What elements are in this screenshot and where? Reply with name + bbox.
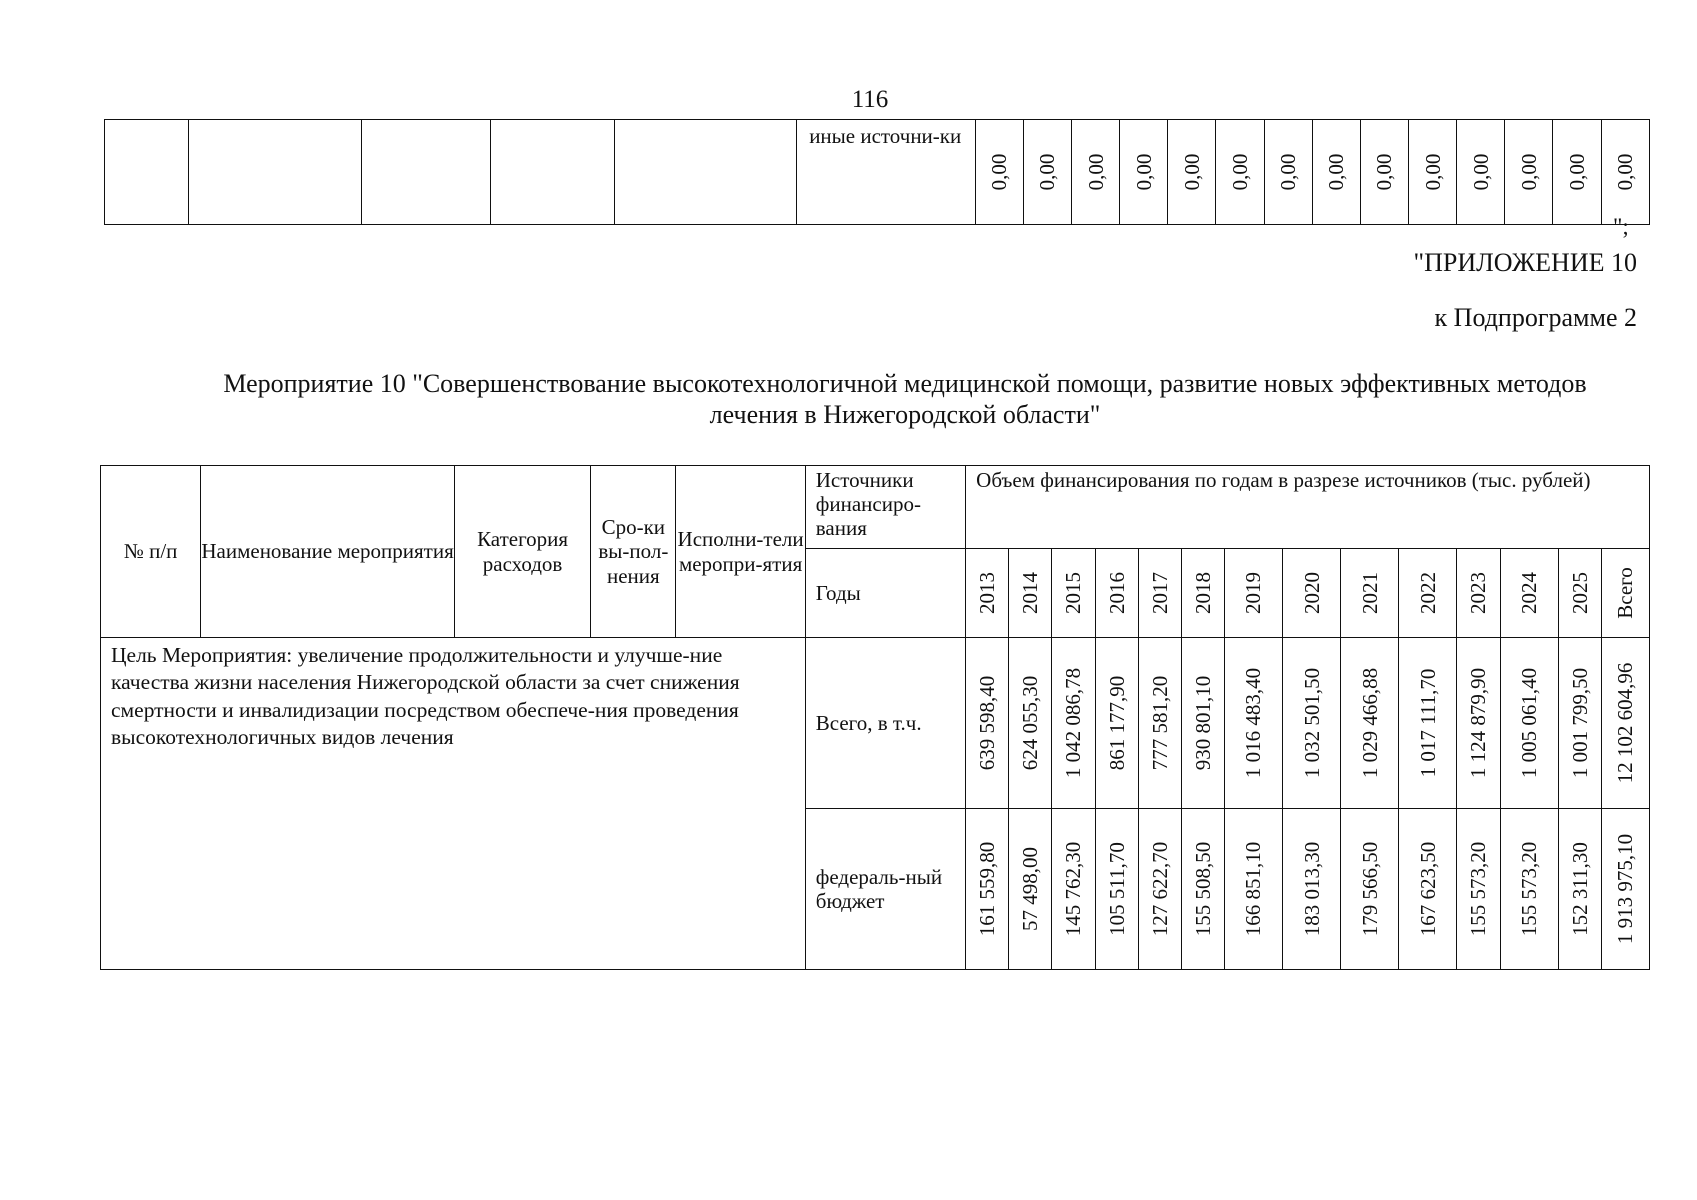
value-cell — [1500, 638, 1558, 809]
value-cell — [1224, 638, 1282, 809]
year-text: 2019 — [1241, 572, 1266, 614]
value-cell — [1138, 638, 1181, 809]
year-cell — [1399, 549, 1457, 638]
value-text: 183 013,30 — [1299, 841, 1324, 937]
value-cell — [1457, 120, 1505, 225]
year-text: 2016 — [1104, 572, 1129, 614]
value-cell — [1052, 638, 1095, 809]
value-cell — [1052, 809, 1095, 970]
value-cell — [1601, 120, 1649, 225]
value-text: 0,00 — [1131, 153, 1156, 191]
value-text: 639 598,40 — [975, 675, 1000, 771]
empty-cell — [614, 120, 797, 225]
years-label: Годы — [805, 549, 965, 638]
year-text: 2014 — [1018, 572, 1043, 614]
value-cell — [1601, 809, 1649, 970]
value-cell — [1072, 120, 1120, 225]
year-text: 2017 — [1147, 572, 1172, 614]
value-cell — [1120, 120, 1168, 225]
value-text: 1 913 975,10 — [1613, 833, 1638, 945]
year-cell — [1558, 549, 1601, 638]
header-category: Категория расходов — [454, 466, 590, 638]
year-cell — [1282, 549, 1340, 638]
year-cell — [1224, 549, 1282, 638]
value-cell — [1500, 809, 1558, 970]
value-text: 1 001 799,50 — [1567, 667, 1592, 779]
value-text: 167 623,50 — [1415, 841, 1440, 937]
value-text: 127 622,70 — [1147, 841, 1172, 937]
value-cell — [1360, 120, 1408, 225]
value-cell — [1095, 809, 1138, 970]
appendix-title: "ПРИЛОЖЕНИЕ 10 — [1413, 248, 1637, 277]
table-row — [105, 120, 1650, 225]
value-cell — [1341, 809, 1399, 970]
header-row — [101, 466, 1650, 549]
year-cell — [1181, 549, 1224, 638]
value-text: 0,00 — [1372, 153, 1397, 191]
event-title: Мероприятие 10 "Совершенствование высокотехнологичной медицинской помощи, развитие новых эффективных методов лечения в Нижегородской области" — [223, 369, 1587, 430]
value-cell — [1409, 120, 1457, 225]
year-text: 2024 — [1516, 572, 1541, 614]
value-text: 0,00 — [1324, 153, 1349, 191]
value-cell — [1505, 120, 1553, 225]
continuation-table — [104, 119, 1650, 225]
empty-cell — [105, 120, 189, 225]
value-cell — [1138, 809, 1181, 970]
value-cell — [1553, 120, 1601, 225]
funding-source-cell: иные источни-ки — [797, 120, 976, 225]
value-cell — [1181, 809, 1224, 970]
value-text: 0,00 — [1516, 153, 1541, 191]
value-cell — [966, 638, 1009, 809]
goal-text: Цель Мероприятия: увеличение продолжительности и улучше-ние качества жизни населения Нижегородской области за счет снижения смертности и инвалидизации посредством обеспече-ния проведения высокотехнологичных видов лечения — [101, 638, 806, 970]
value-cell — [1264, 120, 1312, 225]
value-text: 0,00 — [1420, 153, 1445, 191]
appendix-subtitle: к Подпрограмме 2 — [1434, 303, 1637, 332]
value-text: 930 801,10 — [1190, 675, 1215, 771]
year-cell — [1500, 549, 1558, 638]
header-sources: Источники финансиро-вания — [805, 466, 965, 549]
value-cell — [1282, 638, 1340, 809]
value-text: 155 508,50 — [1190, 841, 1215, 937]
empty-cell — [491, 120, 614, 225]
table-row — [101, 638, 1650, 809]
funding-source-cell: Всего, в т.ч. — [805, 638, 965, 809]
value-cell — [1282, 809, 1340, 970]
value-cell — [1009, 809, 1052, 970]
value-text: 624 055,30 — [1018, 675, 1043, 771]
header-executors: Исполни-тели меропри-ятия — [676, 466, 805, 638]
value-text: 155 573,20 — [1516, 841, 1541, 937]
value-text: 179 566,50 — [1357, 841, 1382, 937]
value-cell — [1558, 638, 1601, 809]
value-text: 12 102 604,96 — [1613, 662, 1638, 784]
value-text: 1 017 111,70 — [1415, 668, 1440, 778]
value-cell — [1224, 809, 1282, 970]
value-text: 777 581,20 — [1147, 675, 1172, 771]
value-text: 105 511,70 — [1104, 842, 1129, 936]
value-text: 0,00 — [1468, 153, 1493, 191]
year-cell — [1052, 549, 1095, 638]
year-cell — [1095, 549, 1138, 638]
value-cell — [1095, 638, 1138, 809]
header-num: № п/п — [101, 466, 201, 638]
year-text: 2023 — [1466, 572, 1491, 614]
value-text: 57 498,00 — [1018, 847, 1043, 931]
value-text: 166 851,10 — [1241, 841, 1266, 937]
header-funding: Объем финансирования по годам в разрезе источников (тыс. рублей) — [966, 466, 1650, 549]
header-terms: Сро-ки вы-пол-нения — [591, 466, 676, 638]
value-cell — [1023, 120, 1071, 225]
value-cell — [1558, 809, 1601, 970]
header-name: Наименование мероприятия — [201, 466, 455, 638]
year-text: 2022 — [1415, 572, 1440, 614]
value-cell — [1009, 638, 1052, 809]
value-text: 0,00 — [1564, 153, 1589, 191]
value-text: 0,00 — [1613, 153, 1638, 191]
value-text: 155 573,20 — [1466, 841, 1491, 937]
value-cell — [1216, 120, 1264, 225]
value-text: 145 762,30 — [1061, 841, 1086, 937]
value-cell — [1312, 120, 1360, 225]
value-cell — [1341, 638, 1399, 809]
value-text: 1 005 061,40 — [1516, 667, 1541, 779]
value-cell — [1399, 809, 1457, 970]
value-text: 1 016 483,40 — [1241, 667, 1266, 779]
value-cell — [1399, 638, 1457, 809]
year-cell — [1601, 549, 1649, 638]
value-text: 1 124 879,90 — [1466, 667, 1491, 779]
year-cell — [1457, 549, 1500, 638]
value-text: 0,00 — [1083, 153, 1108, 191]
value-text: 0,00 — [987, 153, 1012, 191]
year-cell — [1138, 549, 1181, 638]
year-text: 2013 — [975, 572, 1000, 614]
value-cell — [1457, 809, 1500, 970]
value-text: 0,00 — [1179, 153, 1204, 191]
value-text: 1 029 466,88 — [1357, 667, 1382, 779]
year-cell — [1341, 549, 1399, 638]
value-text: 1 032 501,50 — [1299, 667, 1324, 779]
year-text: 2025 — [1567, 572, 1592, 614]
year-text: Всего — [1613, 567, 1638, 619]
value-text: 0,00 — [1035, 153, 1060, 191]
closing-quote: "; — [1613, 214, 1629, 239]
value-text: 152 311,30 — [1567, 842, 1592, 936]
page-number: 116 — [851, 86, 889, 113]
value-cell — [1601, 638, 1649, 809]
value-text: 0,00 — [1227, 153, 1252, 191]
funding-table — [100, 465, 1650, 970]
value-cell — [975, 120, 1023, 225]
funding-source-cell: федераль-ный бюджет — [805, 809, 965, 970]
value-cell — [1457, 638, 1500, 809]
empty-cell — [189, 120, 362, 225]
year-text: 2021 — [1357, 572, 1382, 614]
empty-cell — [361, 120, 490, 225]
year-text: 2020 — [1299, 572, 1324, 614]
year-cell — [1009, 549, 1052, 638]
value-text: 161 559,80 — [975, 841, 1000, 937]
value-cell — [1168, 120, 1216, 225]
value-text: 1 042 086,78 — [1061, 667, 1086, 779]
year-text: 2018 — [1190, 572, 1215, 614]
year-text: 2015 — [1061, 572, 1086, 614]
value-text: 0,00 — [1276, 153, 1301, 191]
value-cell — [966, 809, 1009, 970]
year-cell — [966, 549, 1009, 638]
value-text: 861 177,90 — [1104, 675, 1129, 771]
value-cell — [1181, 638, 1224, 809]
